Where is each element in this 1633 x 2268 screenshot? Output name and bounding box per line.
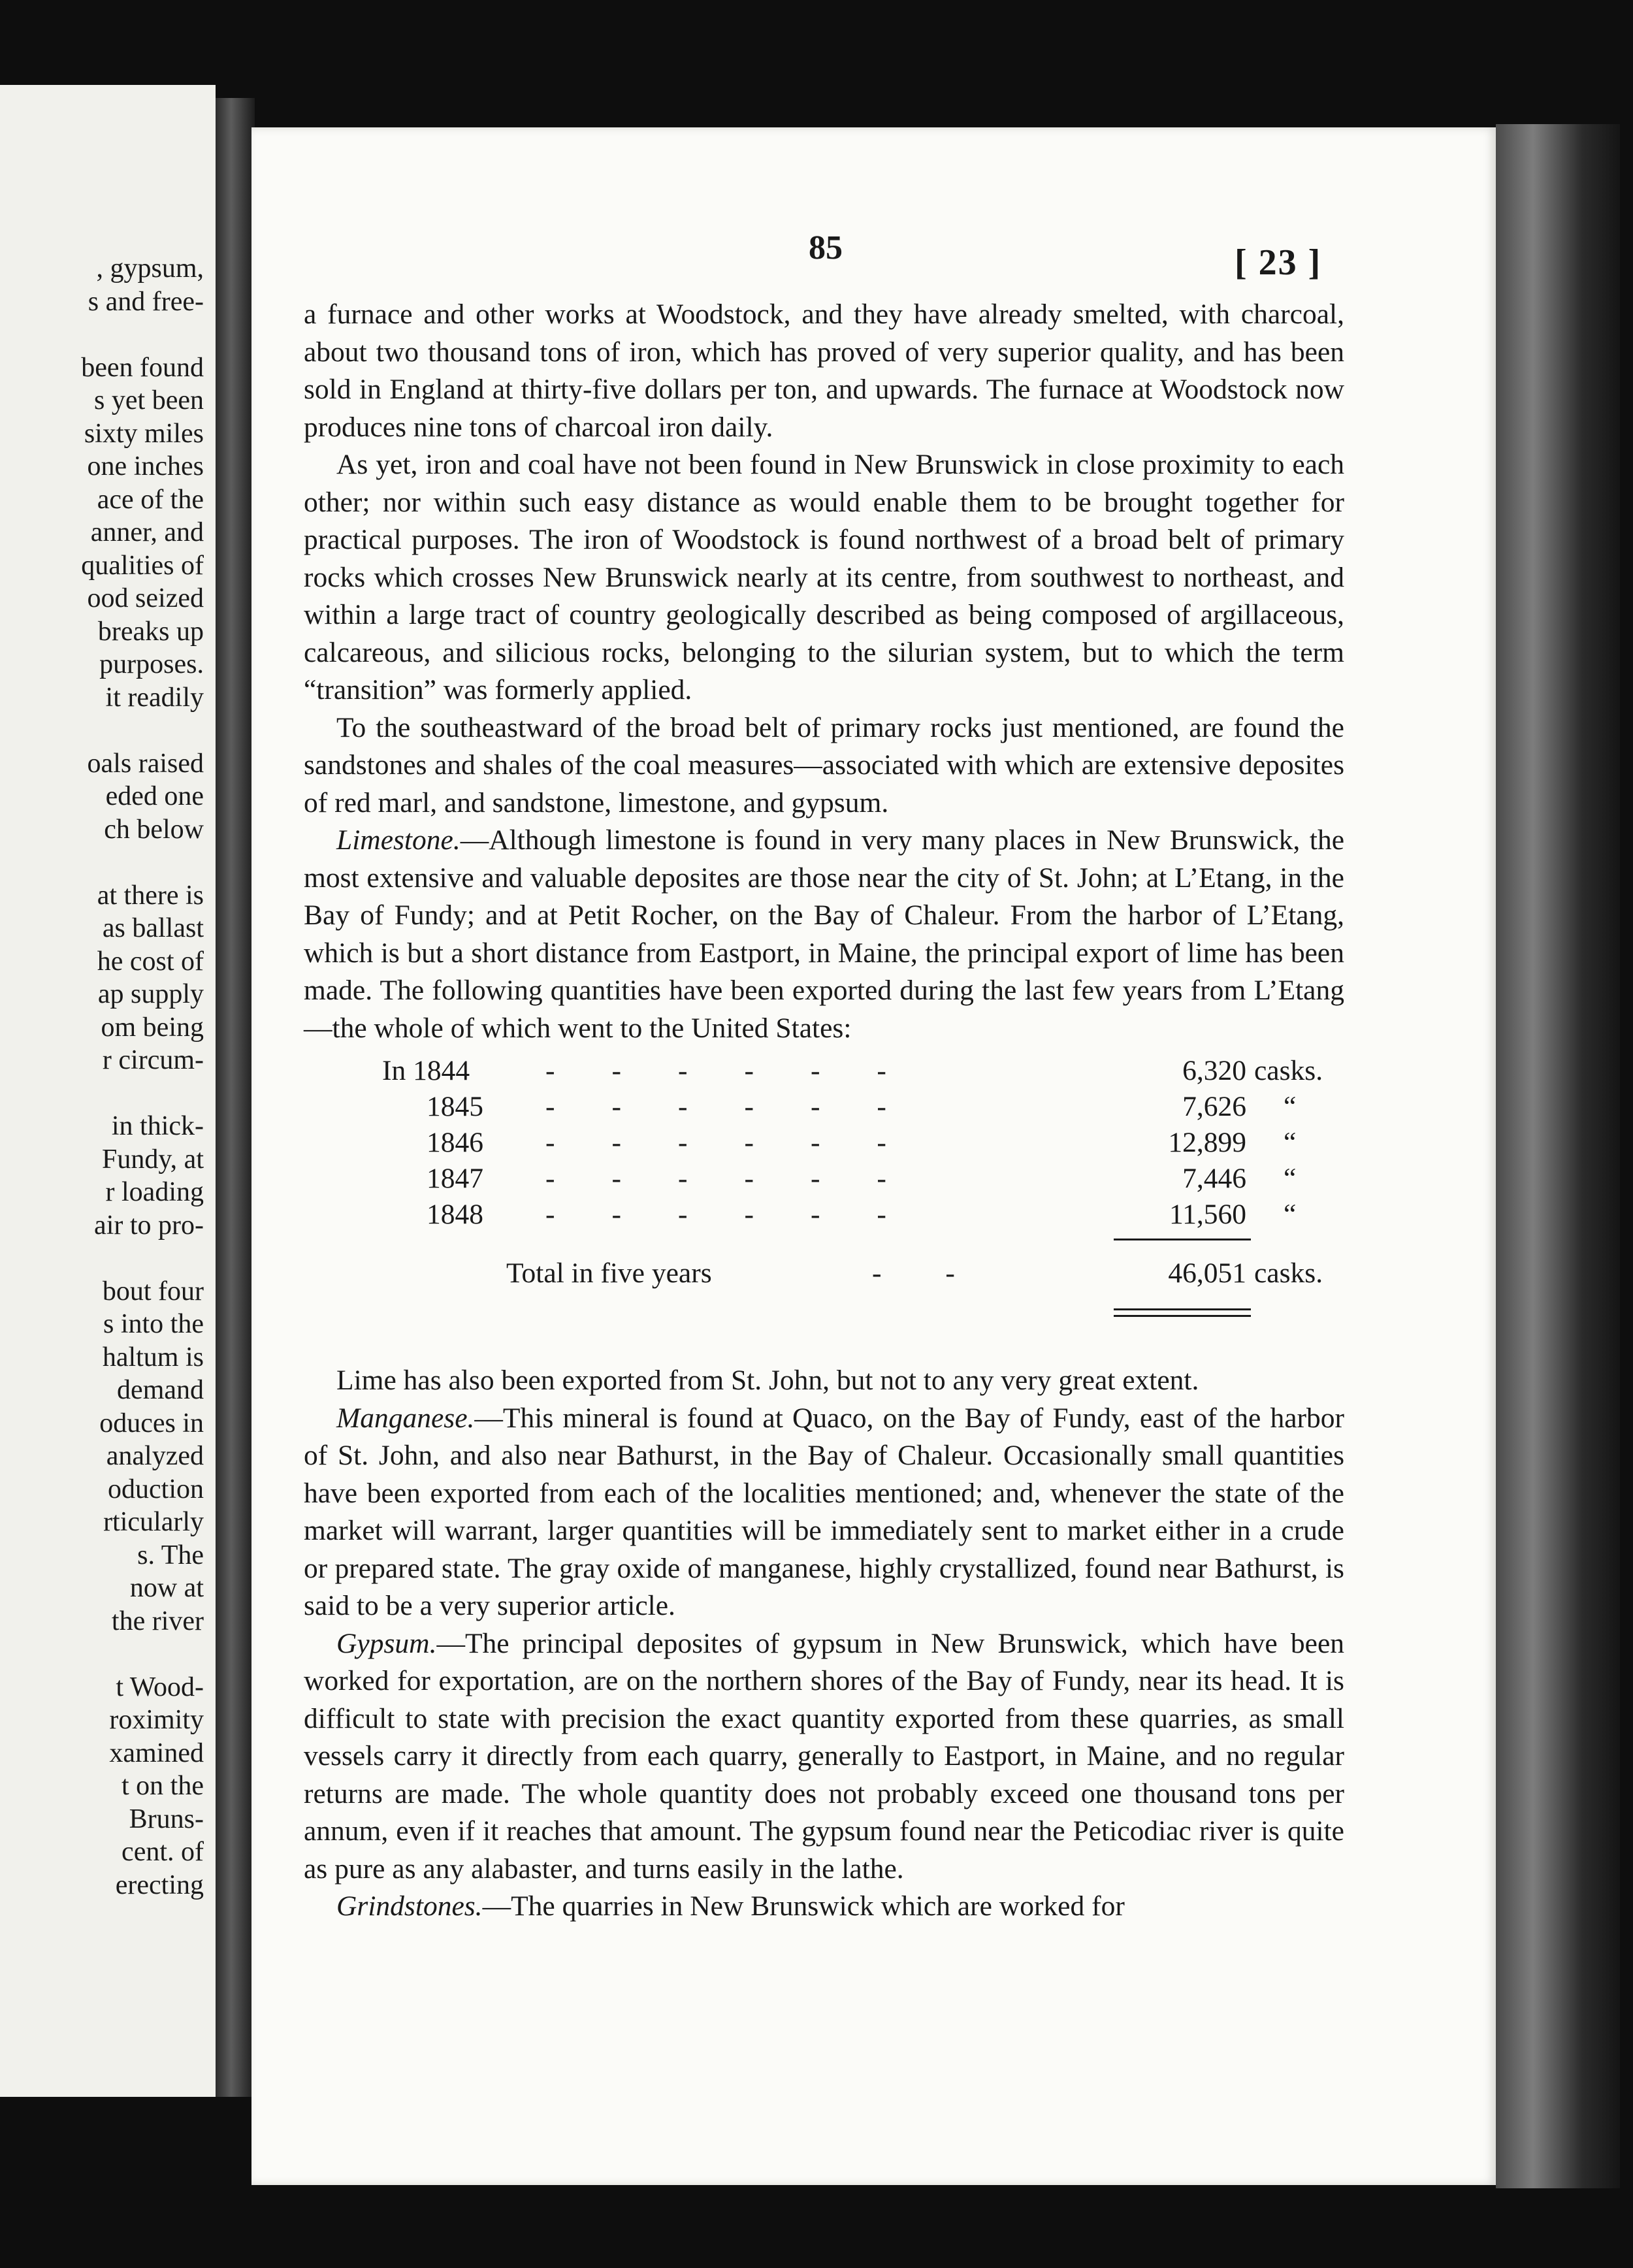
facing-page-line: at there is — [97, 880, 204, 911]
document-number: [ 23 ] — [1235, 242, 1322, 283]
facing-page-line: s and free- — [88, 286, 204, 317]
table-row — [304, 1124, 1344, 1161]
facing-page-line: t on the — [121, 1771, 204, 1801]
page-edge — [1496, 124, 1620, 2188]
total-value: 46,051 — [1168, 1257, 1246, 1289]
table-row — [304, 1088, 1344, 1125]
leader-dots: - - - - - - — [545, 1163, 886, 1194]
facing-page-line: oduces in — [99, 1408, 204, 1438]
facing-page-line: Fundy, at — [102, 1144, 204, 1174]
limestone-text: —Although limestone is found in very many places in New Brunswick, the most extensive and valuable deposites are those near the city of St. John; at L’Etang, in the Bay of Fundy; and at Petit Rocher, on the Bay of Chaleur. From the harbor of L’Etang, which is but a short distance from Eastport, in Maine, the principal export of lime has been made. The following quantities have been exported during the last few years from L’Etang—the whole of which went to the United States: — [304, 824, 1344, 1044]
paragraph-manganese — [304, 1400, 1344, 1625]
facing-page-line: ch below — [104, 814, 204, 845]
gypsum-text: —The principal deposites of gypsum in New Brunswick, which have been worked for exportation, are on the northern shores of the Bay of Fundy, near its head. It is difficult to state with precision the exact quantity exported from these quarries, as small vessels carry it directly from each quarry, generally to Eastport, in Maine, and no regular returns are made. The whole quantity does not probably exceed one thousand tons per annum, even if it reaches that amount. The gypsum found near the Peticodiac river is quite as pure as any alabaster, and turns easily in the lathe. — [304, 1627, 1344, 1885]
facing-page-line: r circum- — [102, 1045, 204, 1075]
facing-page-line: in thick- — [111, 1111, 204, 1141]
facing-page-line: rticularly — [103, 1507, 204, 1537]
facing-page-line: s into the — [103, 1309, 204, 1339]
sum-rule — [1114, 1239, 1251, 1240]
table-value: 7,626 — [1182, 1091, 1246, 1122]
facing-page-line: ap supply — [97, 979, 204, 1009]
total-label: Total in five years — [506, 1257, 712, 1289]
facing-page-line: as ballast — [102, 913, 204, 943]
facing-page-line: been found — [81, 352, 204, 383]
table-year: 1848 — [427, 1199, 483, 1230]
table-unit: “ — [1284, 1163, 1297, 1194]
manganese-text: —This mineral is found at Quaco, on the Bay of Fundy, east of the harbor of St. John, and also near Bathurst, in the Bay of Chaleur. Occasionally small quantities have been exported from each of the localities mentioned; and, whenever the state of the market will warrant, larger quantities will be immediately sent to market either in a crude or prepared state. The gray oxide of manganese, highly crystallized, found near Bathurst, is said to be a very superior article. — [304, 1402, 1344, 1621]
paragraph-woodstock-furnace: a furnace and other works at Woodstock, and they have already smelted, with charcoal, about two thousand tons of iron, which has proved of very superior quality, and has been sold in England at thirty-five dollars per ton, and upwards. The furnace at Woodstock now produces nine tons of charcoal iron daily. — [304, 299, 1344, 443]
table-row — [304, 1160, 1344, 1197]
facing-page-line: analyzed — [106, 1441, 204, 1471]
manganese-heading: Manganese. — [336, 1402, 475, 1434]
paragraph-grindstones — [304, 1888, 1344, 1926]
facing-page-line: the river — [111, 1606, 204, 1636]
facing-page-line: ace of the — [97, 484, 204, 515]
facing-page-line: qualities of — [81, 550, 204, 581]
facing-page — [0, 85, 216, 2097]
table-total-row — [304, 1255, 1344, 1291]
table-value: 12,899 — [1168, 1127, 1246, 1158]
table-year: In 1844 — [382, 1055, 470, 1086]
limestone-heading: Limestone. — [336, 824, 461, 856]
paragraph-iron-coal: As yet, iron and coal have not been found in New Brunswick in close proximity to each other; nor within such easy distance as would enable them to be brought together for practical purposes. The iron of Woodstock is found northwest of a broad belt of primary rocks which crosses New Brunswick nearly at its centre, from southwest to northeast, and within a large tract of country geologically described as being composed of argillaceous, calcareous, and silicious rocks, belonging to the silurian system, but to which the term “transition” was formerly applied. — [304, 449, 1344, 705]
facing-page-line: bout four — [102, 1276, 204, 1306]
total-unit: casks. — [1254, 1257, 1323, 1289]
facing-page-line: haltum is — [102, 1342, 204, 1372]
table-unit: casks. — [1254, 1055, 1323, 1086]
page-number: 85 — [809, 229, 843, 267]
leader-dots: - - - - - - — [545, 1091, 886, 1122]
total-double-rule — [1114, 1315, 1251, 1317]
facing-page-line: he cost of — [97, 946, 204, 977]
table-unit: “ — [1284, 1091, 1297, 1122]
table-value: 6,320 — [1182, 1055, 1246, 1086]
paragraph-limestone — [304, 822, 1344, 1047]
book-gutter — [216, 98, 255, 2097]
facing-page-line: xamined — [109, 1738, 204, 1768]
facing-page-line: Bruns- — [129, 1804, 204, 1834]
facing-page-line: ood seized — [87, 583, 204, 613]
gypsum-heading: Gypsum. — [336, 1627, 437, 1659]
facing-page-line: t Wood- — [116, 1672, 204, 1702]
facing-page-line: oduction — [108, 1474, 204, 1504]
facing-page-line: purposes. — [99, 649, 204, 679]
facing-page-line: sixty miles — [84, 418, 204, 449]
leader-dots: - - - - - - — [545, 1199, 886, 1230]
facing-page-line: breaks up — [97, 616, 204, 647]
lime-exports-table — [304, 1047, 1344, 1362]
page-body — [304, 296, 1344, 1926]
facing-page-line: eded one — [105, 781, 204, 811]
table-unit: “ — [1284, 1127, 1297, 1158]
paragraph-gypsum — [304, 1625, 1344, 1888]
table-year: 1847 — [427, 1163, 483, 1194]
facing-page-line: one inches — [87, 451, 204, 481]
facing-page-line: cent. of — [121, 1837, 204, 1867]
table-year: 1845 — [427, 1091, 483, 1122]
leader-dots: - - - - - - — [545, 1055, 886, 1086]
facing-page-line: om being — [101, 1012, 204, 1043]
facing-page-line: , gypsum, — [96, 253, 204, 284]
facing-page-line: it readily — [105, 682, 204, 713]
grindstones-text: —The quarries in New Brunswick which are worked for — [482, 1890, 1125, 1922]
facing-page-line: s yet been — [94, 385, 204, 415]
facing-page-line: now at — [129, 1573, 204, 1603]
facing-page-line: anner, and — [90, 517, 204, 547]
paragraph-sandstones: To the southeastward of the broad belt of primary rocks just mentioned, are found the sandstones and shales of the coal measures—associated with which are extensive deposites of red marl, and sandstone, limestone, and gypsum. — [304, 711, 1344, 818]
table-unit: “ — [1284, 1199, 1297, 1230]
table-year: 1846 — [427, 1127, 483, 1158]
facing-page-line: r loading — [105, 1177, 204, 1207]
facing-page-line: s. The — [137, 1540, 204, 1570]
leader-dots: - - — [872, 1257, 955, 1289]
facing-page-line: erecting — [115, 1870, 204, 1900]
facing-page-line: roximity — [109, 1705, 204, 1735]
facing-page-line: air to pro- — [94, 1210, 204, 1240]
paragraph-lime-st-john: Lime has also been exported from St. John, but not to any very great extent. — [336, 1365, 1199, 1396]
grindstones-heading: Grindstones. — [336, 1890, 483, 1922]
facing-page-line: oals raised — [87, 748, 204, 779]
table-value: 11,560 — [1169, 1199, 1246, 1230]
table-row — [304, 1052, 1344, 1089]
total-double-rule — [1114, 1308, 1251, 1310]
facing-page-line: demand — [117, 1375, 204, 1405]
leader-dots: - - - - - - — [545, 1127, 886, 1158]
table-value: 7,446 — [1182, 1163, 1246, 1194]
table-row — [304, 1196, 1344, 1233]
